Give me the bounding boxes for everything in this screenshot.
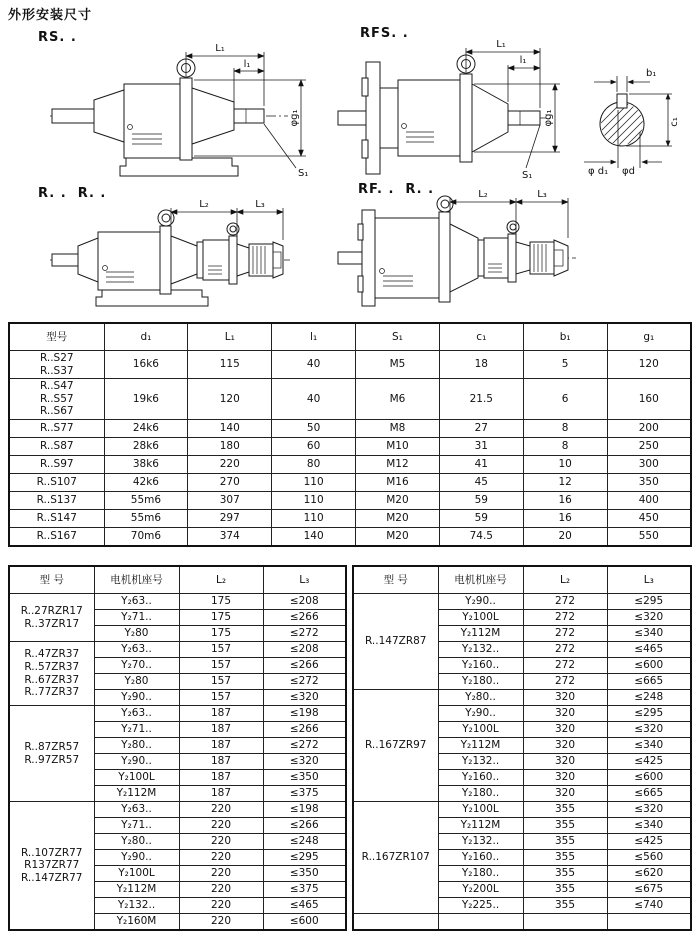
value-cell: 140 <box>272 527 356 546</box>
value-cell: 187 <box>179 706 263 722</box>
value-cell: Y₂132.. <box>94 898 179 914</box>
value-cell: 19k6 <box>104 379 188 420</box>
value-cell: 355 <box>523 834 607 850</box>
model-cell: R..S147 <box>9 509 104 527</box>
value-cell: 272 <box>523 626 607 642</box>
value-cell: 220 <box>188 455 272 473</box>
value-cell: Y₂100L <box>438 802 523 818</box>
rfs-drawing-label: RFS. . <box>360 26 409 41</box>
value-cell: 59 <box>439 509 523 527</box>
value-cell: 272 <box>523 594 607 610</box>
column-header: 型号 <box>9 323 104 351</box>
value-cell: Y₂160M <box>94 914 179 931</box>
value-cell: 12 <box>523 473 607 491</box>
value-cell: M16 <box>356 473 440 491</box>
dims-table-body <box>9 351 691 546</box>
value-cell: 42k6 <box>104 473 188 491</box>
shaft-circle <box>600 102 644 146</box>
value-cell: ≤465 <box>263 898 346 914</box>
value-cell: ≤620 <box>607 866 691 882</box>
model-cell: R..27RZR17 R..37ZR17 <box>9 594 94 642</box>
value-cell: 50 <box>272 419 356 437</box>
value-cell: Y₂80 <box>94 626 179 642</box>
value-cell: 80 <box>272 455 356 473</box>
value-cell: 140 <box>188 419 272 437</box>
motor-table-right-header <box>353 566 691 594</box>
model-cell: R..S137 <box>9 491 104 509</box>
table-row <box>9 527 691 546</box>
dimension-lines <box>171 199 283 242</box>
table-row <box>9 594 346 610</box>
value-cell: Y₂225.. <box>438 898 523 914</box>
value-cell: Y₂112M <box>94 882 179 898</box>
value-cell: 45 <box>439 473 523 491</box>
value-cell: Y₂80.. <box>94 738 179 754</box>
rfs-drawing <box>338 36 573 186</box>
value-cell: Y₂132.. <box>438 834 523 850</box>
table-row <box>9 379 691 420</box>
column-header: 电机机座号 <box>94 566 179 594</box>
model-cell: R..147ZR87 <box>353 594 438 690</box>
value-cell: ≤208 <box>263 642 346 658</box>
base-feet <box>120 158 238 176</box>
value-cell: 550 <box>607 527 691 546</box>
value-cell: 187 <box>179 786 263 802</box>
value-cell: 400 <box>607 491 691 509</box>
flange <box>362 210 375 306</box>
value-cell: 220 <box>179 882 263 898</box>
column-header: L₂ <box>179 566 263 594</box>
value-cell: 60 <box>272 437 356 455</box>
value-cell: ≤266 <box>263 722 346 738</box>
value-cell: 272 <box>523 658 607 674</box>
table-row <box>9 437 691 455</box>
value-cell: Y₂100L <box>94 770 179 786</box>
value-cell: 270 <box>188 473 272 491</box>
value-cell: 157 <box>179 674 263 690</box>
table-row <box>353 802 691 818</box>
value-cell: Y₂160.. <box>438 850 523 866</box>
model-cell: R..167ZR97 <box>353 690 438 802</box>
value-cell: 320 <box>523 738 607 754</box>
column-header: L₁ <box>188 323 272 351</box>
value-cell: 120 <box>607 351 691 379</box>
value-cell: 355 <box>523 818 607 834</box>
motor-table-left <box>8 565 347 931</box>
model-cell: R..167ZR107 <box>353 802 438 914</box>
value-cell: ≤340 <box>607 738 691 754</box>
value-cell: Y₂180.. <box>438 674 523 690</box>
value-cell: Y₂63.. <box>94 642 179 658</box>
value-cell: 59 <box>439 491 523 509</box>
value-cell: 320 <box>523 754 607 770</box>
motor-table-left-body <box>9 594 346 931</box>
dim-label-S1: S₁ <box>522 170 533 181</box>
base-feet <box>96 290 208 306</box>
page-title: 外形安装尺寸 <box>8 8 93 23</box>
rs-drawing-label: RS. . <box>38 30 77 45</box>
dim-label-l1: l₁ <box>519 55 527 66</box>
motor-table-left-header <box>9 566 346 594</box>
value-cell: 300 <box>607 455 691 473</box>
value-cell: 110 <box>272 509 356 527</box>
value-cell: ≤266 <box>263 658 346 674</box>
value-cell: ≤600 <box>607 658 691 674</box>
value-cell: 6 <box>523 379 607 420</box>
value-cell: ≤665 <box>607 674 691 690</box>
value-cell: ≤198 <box>263 706 346 722</box>
value-cell: ≤340 <box>607 626 691 642</box>
value-cell: Y₂70.. <box>94 658 179 674</box>
column-header: L₂ <box>523 566 607 594</box>
table-row <box>9 455 691 473</box>
value-cell: ≤295 <box>607 594 691 610</box>
value-cell: ≤425 <box>607 754 691 770</box>
value-cell: 8 <box>523 419 607 437</box>
model-cell <box>353 914 438 931</box>
dim-label-L3: L₃ <box>255 199 265 210</box>
value-cell: Y₂160.. <box>438 770 523 786</box>
value-cell: 220 <box>179 818 263 834</box>
value-cell: Y₂100L <box>438 722 523 738</box>
model-cell: R..S27 R..S37 <box>9 351 104 379</box>
value-cell: 320 <box>523 722 607 738</box>
dim-label-L2: L₂ <box>478 189 488 200</box>
value-cell: 355 <box>523 802 607 818</box>
model-cell: R..S87 <box>9 437 104 455</box>
value-cell: Y₂100L <box>438 610 523 626</box>
dim-label-g1: φg₁ <box>543 109 554 127</box>
motor-table-right-body <box>353 594 691 931</box>
value-cell: Y₂80.. <box>94 834 179 850</box>
value-cell: ≤465 <box>607 642 691 658</box>
value-cell: 27 <box>439 419 523 437</box>
value-cell: 220 <box>179 850 263 866</box>
rr-drawing <box>50 198 345 316</box>
fan-cowl <box>273 242 283 278</box>
output-shaft <box>508 111 540 125</box>
value-cell: Y₂90.. <box>94 754 179 770</box>
value-cell: 297 <box>188 509 272 527</box>
value-cell: 157 <box>179 690 263 706</box>
value-cell: 120 <box>188 379 272 420</box>
model-cell: R..47ZR37 R..57ZR37 R..67ZR37 R..77ZR37 <box>9 642 94 706</box>
dim-label-L2: L₂ <box>199 199 209 210</box>
model-cell: R..S167 <box>9 527 104 546</box>
value-cell: 355 <box>523 850 607 866</box>
value-cell: Y₂132.. <box>438 642 523 658</box>
dim-label-g1: φg₁ <box>289 109 300 127</box>
value-cell: 187 <box>179 722 263 738</box>
table-row <box>353 594 691 610</box>
value-cell: 110 <box>272 473 356 491</box>
value-cell: Y₂160.. <box>438 658 523 674</box>
value-cell: 220 <box>179 866 263 882</box>
value-cell: 28k6 <box>104 437 188 455</box>
column-header: L₃ <box>607 566 691 594</box>
value-cell: ≤350 <box>263 770 346 786</box>
value-cell: 320 <box>523 770 607 786</box>
value-cell: ≤320 <box>263 754 346 770</box>
column-header: 型 号 <box>9 566 94 594</box>
value-cell: 355 <box>523 898 607 914</box>
value-cell: ≤740 <box>607 898 691 914</box>
gearmotor-outline <box>50 210 290 306</box>
value-cell: 272 <box>523 674 607 690</box>
column-header: g₁ <box>607 323 691 351</box>
value-cell: Y₂90.. <box>438 706 523 722</box>
value-cell: ≤320 <box>263 690 346 706</box>
value-cell: 21.5 <box>439 379 523 420</box>
dim-label-l1: l₁ <box>243 59 251 70</box>
value-cell: Y₂112M <box>438 626 523 642</box>
value-cell: 16k6 <box>104 351 188 379</box>
dim-label-L1: L₁ <box>215 43 225 54</box>
table-row <box>353 690 691 706</box>
value-cell: ≤425 <box>607 834 691 850</box>
shaft-section-drawing <box>578 60 690 185</box>
table-row <box>9 473 691 491</box>
dim-label-L3: L₃ <box>537 189 547 200</box>
value-cell: 320 <box>523 706 607 722</box>
value-cell: Y₂112M <box>438 818 523 834</box>
value-cell: ≤600 <box>607 770 691 786</box>
dim-label-d: φd <box>622 166 635 177</box>
output-shaft <box>234 109 264 123</box>
value-cell: Y₂71.. <box>94 722 179 738</box>
value-cell: 175 <box>179 626 263 642</box>
value-cell: 250 <box>607 437 691 455</box>
value-cell: 160 <box>607 379 691 420</box>
value-cell: M12 <box>356 455 440 473</box>
value-cell: Y₂200L <box>438 882 523 898</box>
value-cell: Y₂90.. <box>94 850 179 866</box>
value-cell: 350 <box>607 473 691 491</box>
value-cell: 272 <box>523 610 607 626</box>
value-cell: 115 <box>188 351 272 379</box>
table-row <box>9 642 346 658</box>
value-cell: 187 <box>179 738 263 754</box>
dim-label-c1: c₁ <box>669 117 680 127</box>
value-cell: 187 <box>179 770 263 786</box>
value-cell: ≤272 <box>263 738 346 754</box>
value-cell: Y₂112M <box>438 738 523 754</box>
value-cell: 175 <box>179 610 263 626</box>
table-row <box>9 351 691 379</box>
model-cell: R..107ZR77 R137ZR77 R..147ZR77 <box>9 802 94 931</box>
dim-label-d1: φ d₁ <box>588 166 609 177</box>
motor-adapter <box>237 244 249 276</box>
value-cell <box>607 914 691 931</box>
column-header: 电机机座号 <box>438 566 523 594</box>
value-cell: 40 <box>272 379 356 420</box>
value-cell: 40 <box>272 351 356 379</box>
rs-drawing <box>50 38 340 186</box>
value-cell: Y₂90.. <box>94 690 179 706</box>
value-cell <box>523 914 607 931</box>
value-cell: 41 <box>439 455 523 473</box>
value-cell: 74.5 <box>439 527 523 546</box>
value-cell: M10 <box>356 437 440 455</box>
value-cell: ≤295 <box>263 850 346 866</box>
value-cell: 220 <box>179 802 263 818</box>
value-cell: Y₂112M <box>94 786 179 802</box>
value-cell: ≤320 <box>607 802 691 818</box>
value-cell: 175 <box>179 594 263 610</box>
value-cell: M5 <box>356 351 440 379</box>
value-cell: 5 <box>523 351 607 379</box>
column-header: 型 号 <box>353 566 438 594</box>
value-cell: 55m6 <box>104 509 188 527</box>
column-header: d₁ <box>104 323 188 351</box>
value-cell: 70m6 <box>104 527 188 546</box>
value-cell: ≤350 <box>263 866 346 882</box>
value-cell: ≤248 <box>263 834 346 850</box>
value-cell: 187 <box>179 754 263 770</box>
value-cell: ≤320 <box>607 610 691 626</box>
column-header: L₃ <box>263 566 346 594</box>
value-cell: 16 <box>523 491 607 509</box>
value-cell: ≤320 <box>607 722 691 738</box>
value-cell: ≤266 <box>263 818 346 834</box>
value-cell: 10 <box>523 455 607 473</box>
value-cell: 38k6 <box>104 455 188 473</box>
value-cell: Y₂71.. <box>94 818 179 834</box>
model-cell: R..S97 <box>9 455 104 473</box>
value-cell: Y₂80.. <box>438 690 523 706</box>
value-cell: 374 <box>188 527 272 546</box>
rr-drawing-label: R. . R. . <box>38 186 107 201</box>
table-row <box>9 706 346 722</box>
value-cell: M20 <box>356 491 440 509</box>
value-cell: ≤295 <box>607 706 691 722</box>
value-cell: ≤198 <box>263 802 346 818</box>
rfr-drawing-label: RF. . R. . <box>358 182 435 197</box>
dim-label-b1: b₁ <box>646 68 657 79</box>
gearmotor-outline <box>338 196 576 306</box>
value-cell: 200 <box>607 419 691 437</box>
value-cell: ≤600 <box>263 914 346 931</box>
table-row <box>9 491 691 509</box>
dims-table-header <box>9 323 691 351</box>
value-cell: Y₂71.. <box>94 610 179 626</box>
value-cell: ≤272 <box>263 626 346 642</box>
value-cell: M20 <box>356 527 440 546</box>
model-cell: R..87ZR57 R..97ZR57 <box>9 706 94 802</box>
gearbox-outline <box>50 59 288 176</box>
value-cell: 16 <box>523 509 607 527</box>
value-cell: Y₂63.. <box>94 594 179 610</box>
value-cell: 24k6 <box>104 419 188 437</box>
value-cell: Y₂63.. <box>94 706 179 722</box>
value-cell: 31 <box>439 437 523 455</box>
value-cell: Y₂100L <box>94 866 179 882</box>
model-cell: R..S77 <box>9 419 104 437</box>
value-cell <box>438 914 523 931</box>
value-cell: Y₂63.. <box>94 802 179 818</box>
value-cell: 20 <box>523 527 607 546</box>
value-cell: 110 <box>272 491 356 509</box>
value-cell: 157 <box>179 658 263 674</box>
fan-cowl <box>554 240 568 276</box>
value-cell: ≤375 <box>263 786 346 802</box>
value-cell: 272 <box>523 642 607 658</box>
value-cell: 307 <box>188 491 272 509</box>
value-cell: Y₂180.. <box>438 786 523 802</box>
value-cell: 220 <box>179 898 263 914</box>
motor-adapter <box>516 242 530 274</box>
dim-label-L1: L₁ <box>496 39 506 50</box>
value-cell: 18 <box>439 351 523 379</box>
value-cell: ≤340 <box>607 818 691 834</box>
value-cell: ≤266 <box>263 610 346 626</box>
value-cell: 355 <box>523 882 607 898</box>
value-cell: ≤375 <box>263 882 346 898</box>
value-cell: 450 <box>607 509 691 527</box>
value-cell: 220 <box>179 914 263 931</box>
dim-label-S1: S₁ <box>298 168 309 179</box>
column-header: l₁ <box>272 323 356 351</box>
value-cell: ≤272 <box>263 674 346 690</box>
value-cell: ≤675 <box>607 882 691 898</box>
column-header: S₁ <box>356 323 440 351</box>
value-cell: 320 <box>523 690 607 706</box>
value-cell: ≤248 <box>607 690 691 706</box>
value-cell: Y₂90.. <box>438 594 523 610</box>
value-cell: 180 <box>188 437 272 455</box>
keyway <box>617 94 627 108</box>
value-cell: M8 <box>356 419 440 437</box>
value-cell: Y₂80 <box>94 674 179 690</box>
value-cell: Y₂180.. <box>438 866 523 882</box>
value-cell: Y₂132.. <box>438 754 523 770</box>
dims-table <box>8 322 692 547</box>
value-cell: 355 <box>523 866 607 882</box>
value-cell: ≤665 <box>607 786 691 802</box>
value-cell: 320 <box>523 786 607 802</box>
table-row <box>9 419 691 437</box>
value-cell: 220 <box>179 834 263 850</box>
table-row <box>9 802 346 818</box>
value-cell: ≤208 <box>263 594 346 610</box>
column-header: b₁ <box>523 323 607 351</box>
value-cell: M20 <box>356 509 440 527</box>
motor-table-right <box>352 565 692 931</box>
gearbox-outline <box>338 55 550 174</box>
table-row <box>9 509 691 527</box>
table-row <box>353 914 691 931</box>
value-cell: 8 <box>523 437 607 455</box>
value-cell: 55m6 <box>104 491 188 509</box>
column-header: c₁ <box>439 323 523 351</box>
model-cell: R..S47 R..S57 R..S67 <box>9 379 104 420</box>
value-cell: M6 <box>356 379 440 420</box>
value-cell: ≤560 <box>607 850 691 866</box>
value-cell: 157 <box>179 642 263 658</box>
model-cell: R..S107 <box>9 473 104 491</box>
